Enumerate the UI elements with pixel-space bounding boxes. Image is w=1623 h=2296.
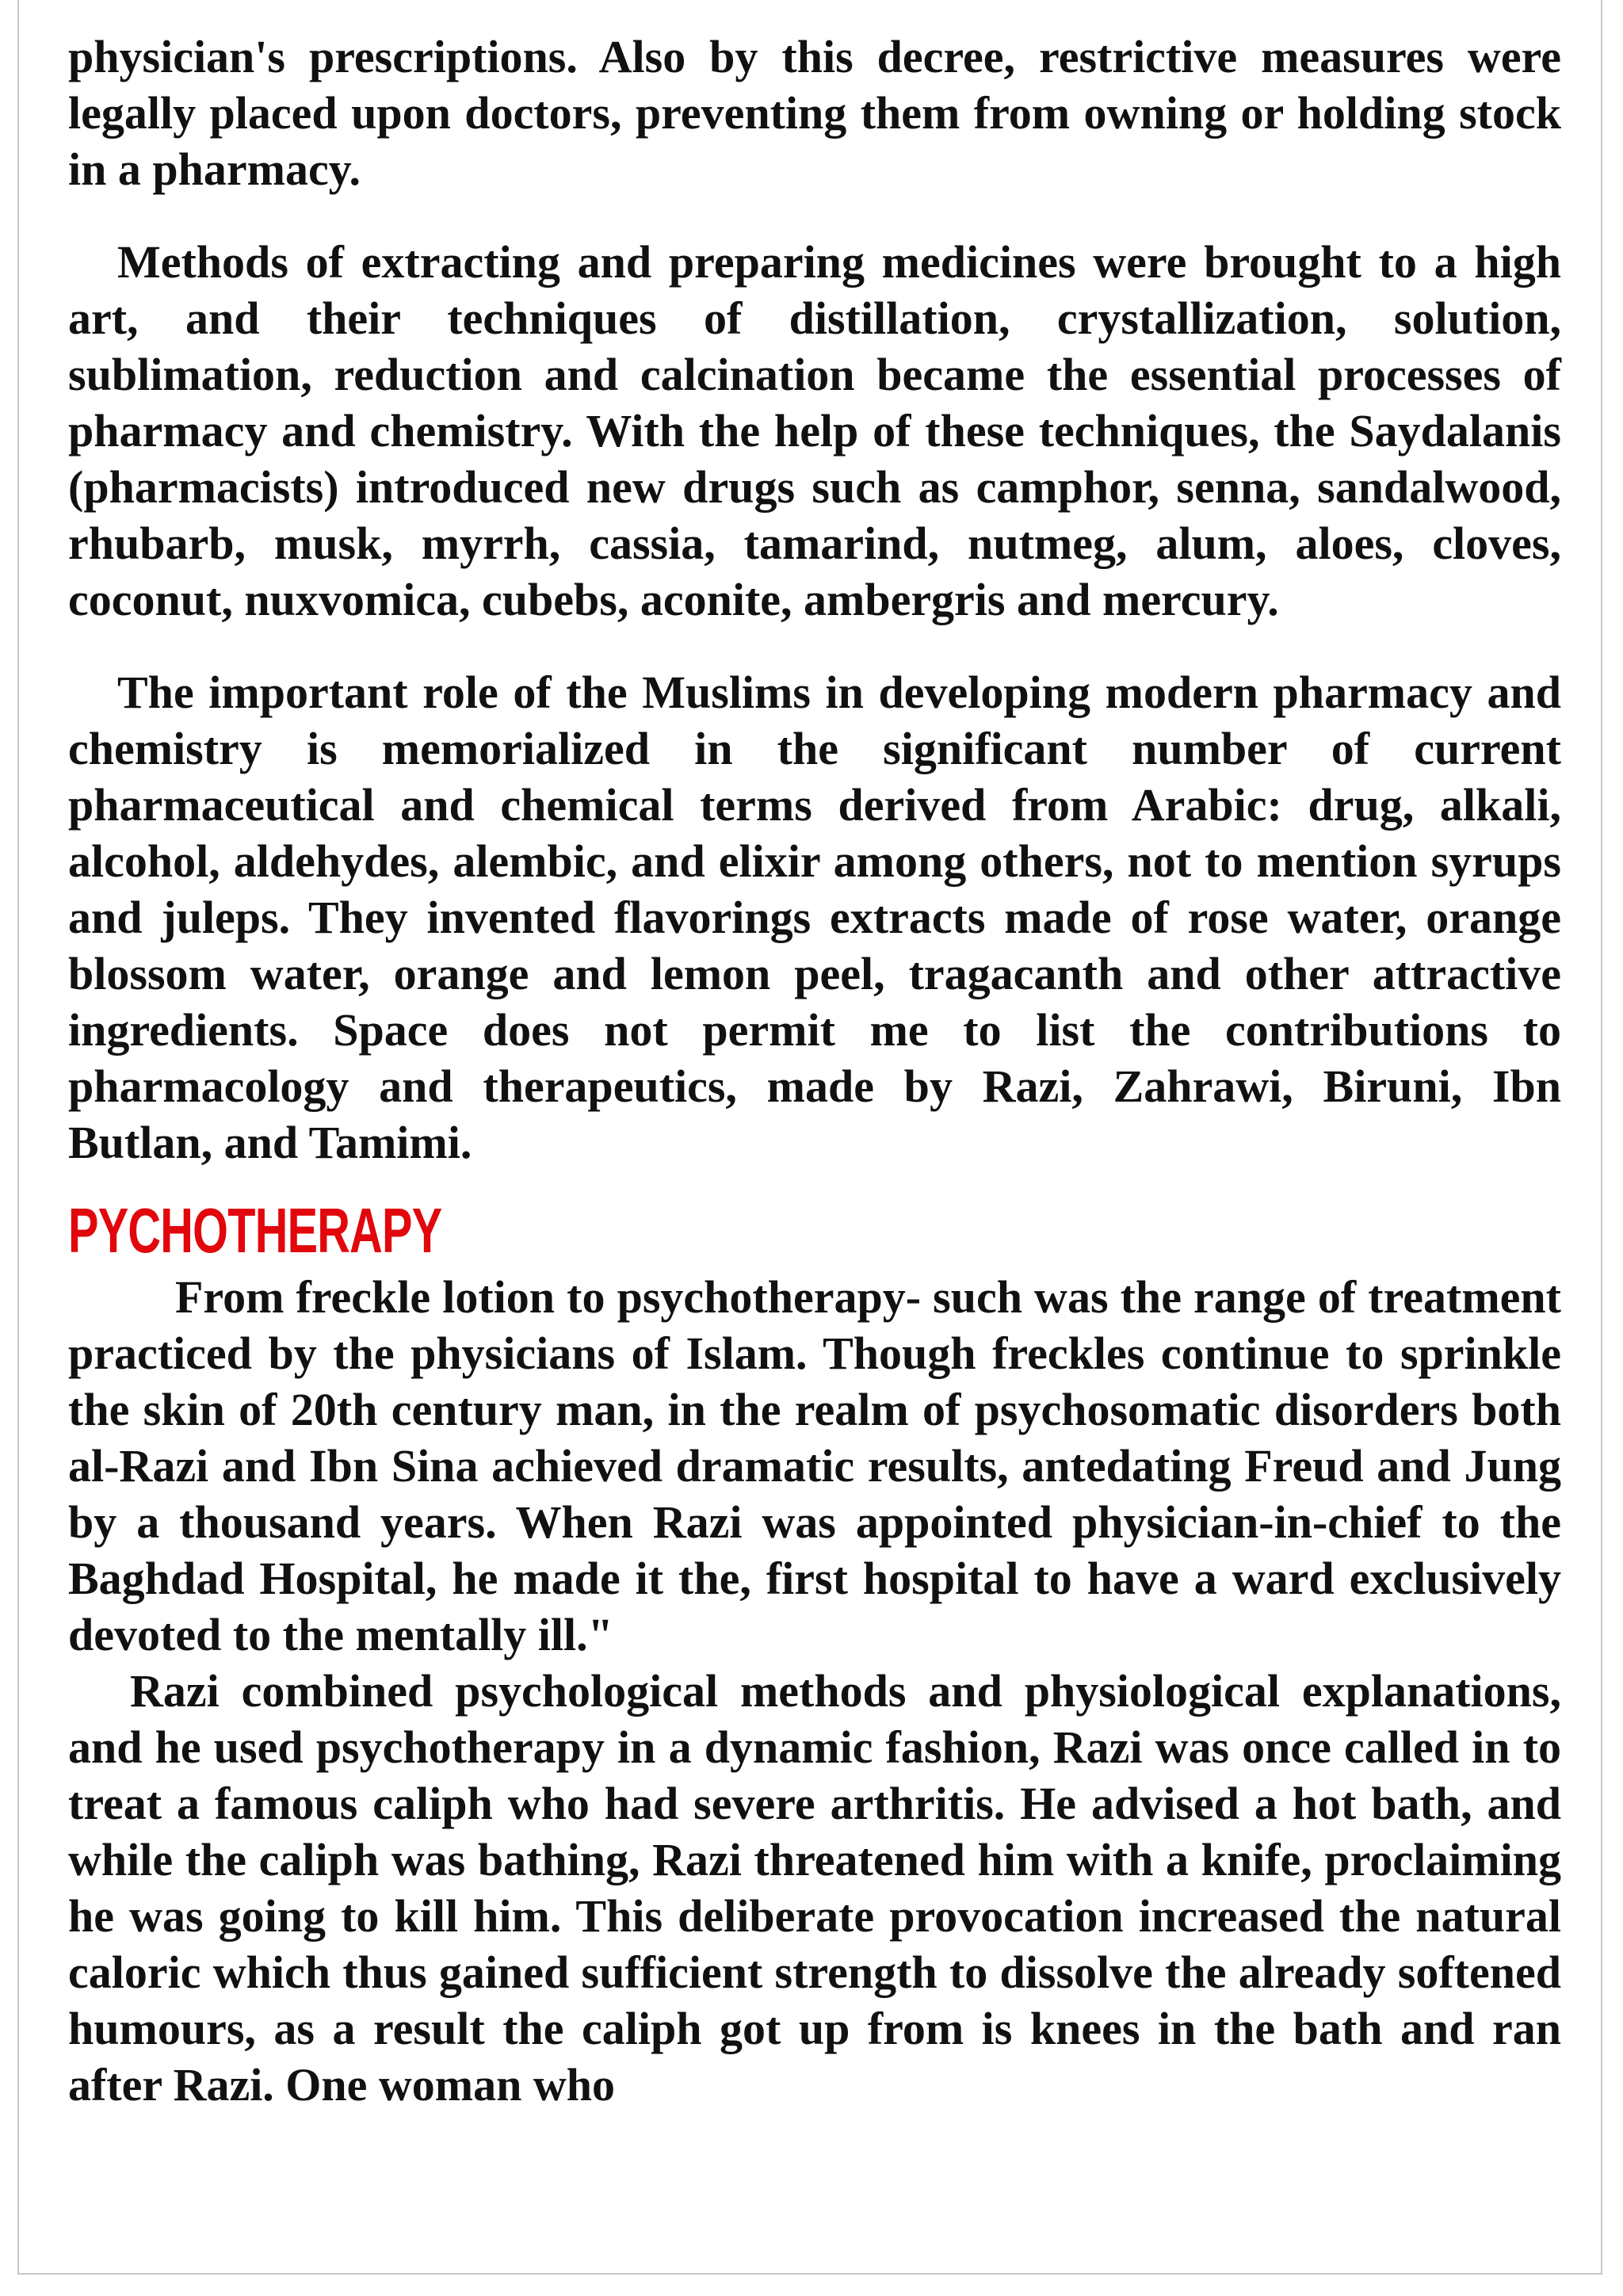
paragraph-pharmacy-decree: physician's prescriptions. Also by this decree, restrictive measures were legally placed upon doctors, preventing them from owning or holding stock in a pharmacy. [68, 31, 1561, 195]
document-body [68, 29, 1561, 2113]
paragraph-arabic-terms: The important role of the Muslims in developing modern pharmacy and chemistry is memorialized in the significant number of current pharmaceutical and chemical terms derived from Arabic: drug, alkali, alcohol, aldehydes, alembic, and elixir among others, not to mention syrups and juleps. They invented flavorings extracts made of rose water, orange blossom water, orange and lemon peel, tragacanth and other attractive ingredients. Space does not permit me to list the contributions to pharmacology and therapeutics, made by Razi, Zahrawi, Biruni, Ibn Butlan, and Tamimi. [68, 667, 1561, 1168]
paragraph-preparing-medicines: Methods of extracting and preparing medicines were brought to a high art, and their techniques of distillation, crystallization, solution, sublimation, reduction and calcination became the essential processes of pharmacy and chemistry. With the help of these techniques, the Saydalanis (pharmacists) introduced new drugs such as camphor, senna, sandalwood, rhubarb, musk, myrrh, cassia, tamarind, nutmeg, alum, aloes, cloves, coconut, nuxvomica, cubebs, aconite, ambergris and mercury. [68, 236, 1561, 625]
paragraph-psychotherapy-intro: From freckle lotion to psychotherapy- such was the range of treatment practiced by the physicians of Islam. Though freckles continue to sprinkle the skin of 20th century man, in the realm of psychosomatic disorders both al-Razi and Ibn Sina achieved dramatic results, antedating Freud and Jung by a thousand years. When Razi was appointed physician-in-chief to the Baghdad Hospital, he made it the, first hospital to have a ward exclusively devoted to the mentally ill." [68, 1271, 1561, 1660]
section-heading: PYCHOTHERAPY [68, 1195, 442, 1266]
paragraph-razi-caliph: Razi combined psychological methods and physiological explanations, and he used psychotherapy in a dynamic fashion, Razi was once called in to treat a famous caliph who had severe arthritis. He advised a hot bath, and while the caliph was bathing, Razi threatened him with a knife, proclaiming he was going to kill him. This deliberate provocation increased the natural caloric which thus gained sufficient strength to dissolve the already softened humours, as a result the caliph got up from is knees in the bath and ran after Razi. One woman who [68, 1665, 1561, 2111]
